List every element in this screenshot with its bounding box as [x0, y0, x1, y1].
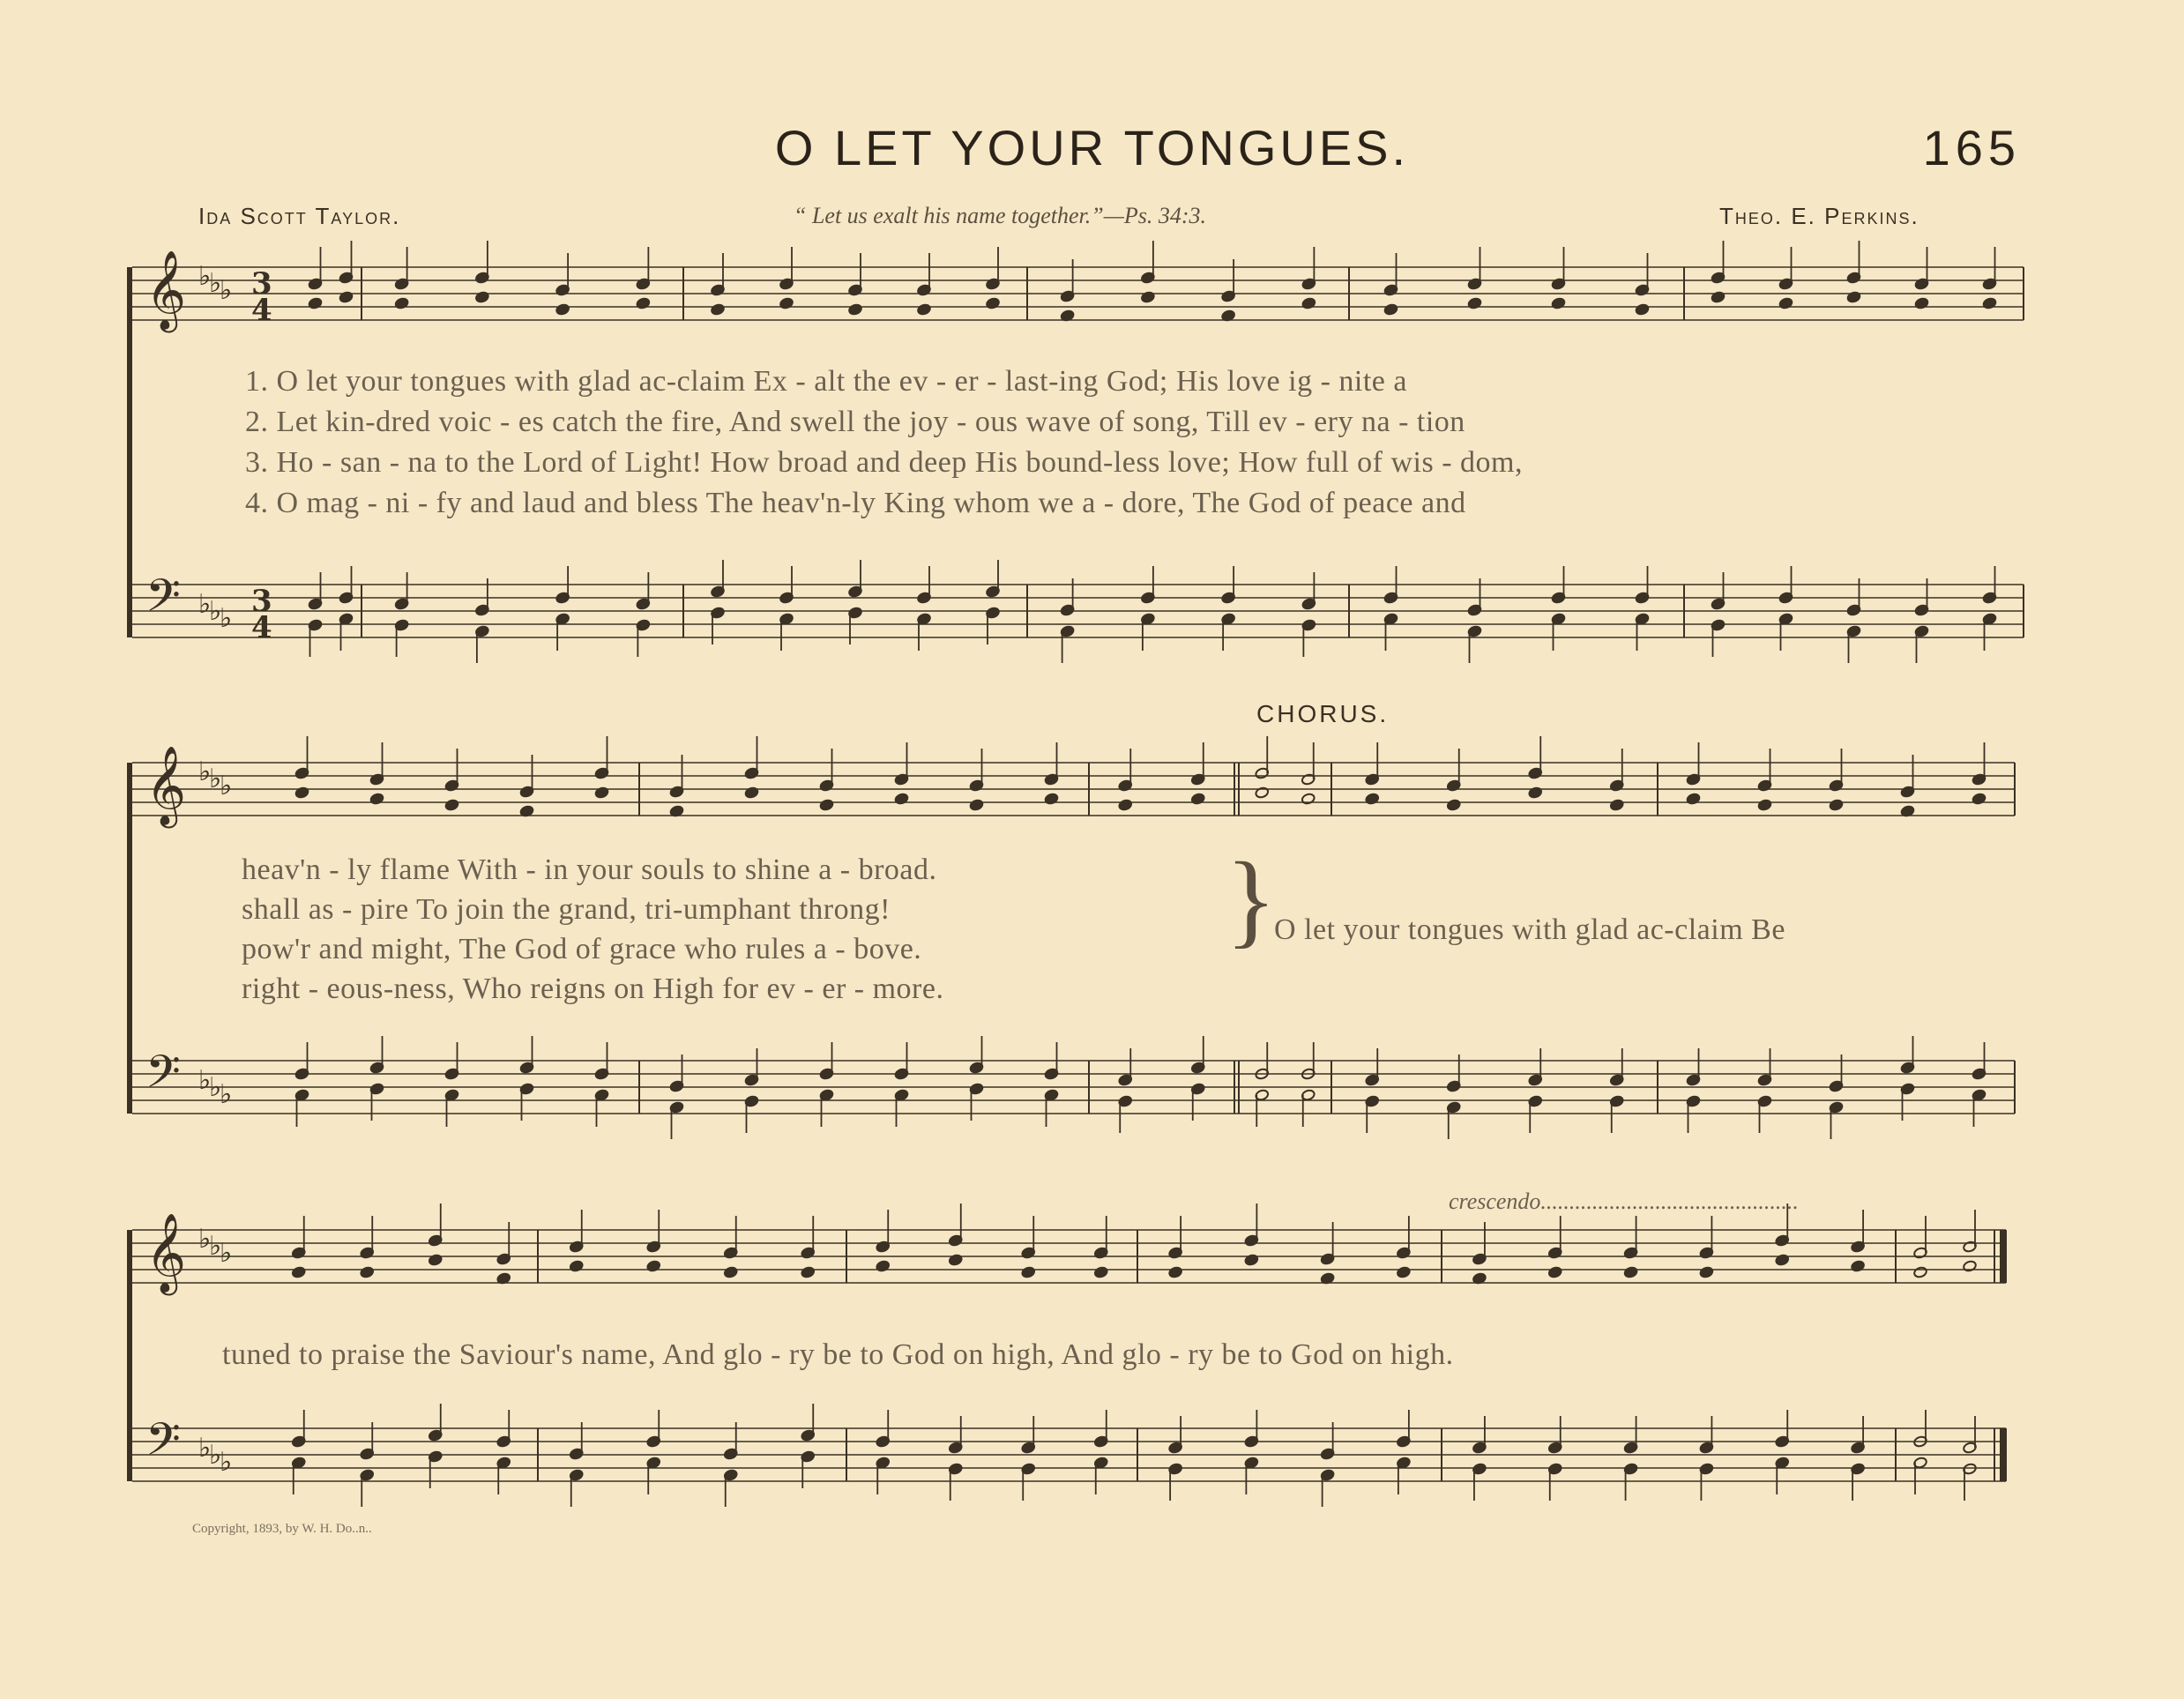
note-head	[1021, 1266, 1036, 1278]
flat-icon: ♭	[209, 1072, 222, 1103]
note-head	[1118, 799, 1133, 811]
note-head	[1982, 297, 1997, 309]
note-head	[1446, 799, 1461, 811]
note-head	[848, 303, 863, 316]
note-head	[339, 291, 354, 303]
system-bracket	[127, 267, 132, 637]
note-head	[1301, 793, 1316, 805]
note-head	[1778, 297, 1793, 309]
flat-icon: ♭	[209, 764, 222, 794]
system1-verse-4: 4. O mag - ni - fy and laud and bless The heav'n-ly King whom we a - dore, The God of peace and	[245, 487, 1466, 519]
note-head	[1851, 1260, 1866, 1272]
flat-icon: ♭	[198, 756, 212, 787]
flat-icon: ♭	[198, 1433, 212, 1464]
note-head	[801, 1266, 816, 1278]
crescendo-marking: crescendo.............................................	[1449, 1189, 1799, 1214]
note-head	[1467, 297, 1482, 309]
note-head	[291, 1266, 306, 1278]
treble-clef-icon: 𝄞	[145, 746, 187, 825]
note-head	[308, 297, 323, 309]
note-head	[1301, 297, 1316, 309]
note-head	[1609, 799, 1624, 811]
note-head	[1551, 297, 1566, 309]
note-head	[1914, 297, 1929, 309]
note-head	[369, 793, 384, 805]
system2-verse-3: pow'r and might, The God of grace who rules a - bove.	[242, 933, 922, 965]
flat-icon: ♭	[209, 268, 222, 299]
note-head	[1686, 793, 1701, 805]
note-head	[294, 786, 309, 799]
flat-icon: ♭	[198, 1065, 212, 1096]
system2-verse-2: shall as - pire To join the grand, tri-umphant throng!	[242, 893, 891, 926]
bass-clef-icon: 𝄢	[145, 569, 181, 633]
flat-icon: ♭	[220, 603, 233, 634]
page-number: 165	[1922, 120, 2021, 175]
flat-icon: ♭	[220, 1238, 233, 1269]
final-barline	[2000, 1230, 2007, 1283]
note-head	[819, 799, 834, 811]
note-head	[1168, 1266, 1183, 1278]
flat-icon: ♭	[198, 589, 212, 620]
flat-icon: ♭	[220, 771, 233, 801]
note-head	[744, 786, 759, 799]
note-head	[1141, 291, 1156, 303]
system2-verse-4: right - eous-ness, Who reigns on High for ev - er - more.	[242, 972, 944, 1005]
chorus-lyric: O let your tongues with glad ac-claim Be	[1274, 913, 1785, 946]
note-head	[394, 297, 409, 309]
note-head	[917, 303, 932, 316]
note-head	[1244, 1254, 1259, 1266]
note-head	[1365, 793, 1380, 805]
verse-brace: }	[1226, 840, 1277, 958]
note-head	[1635, 303, 1650, 316]
note-head	[1829, 799, 1844, 811]
bass-clef-icon: 𝄢	[145, 1412, 181, 1477]
system1-verse-3: 3. Ho - san - na to the Lord of Light! How broad and deep His bound-less love; How full of wis - dom,	[245, 446, 1523, 479]
flat-icon: ♭	[220, 1447, 233, 1478]
treble-clef-icon: 𝄞	[145, 250, 187, 330]
note-head	[711, 303, 726, 316]
flat-icon: ♭	[209, 596, 222, 627]
copyright-notice: Copyright, 1893, by W. H. Do..n..	[192, 1522, 372, 1536]
flat-icon: ♭	[209, 1440, 222, 1471]
lyricist-credit: Ida Scott Taylor.	[198, 203, 401, 229]
note-head	[428, 1254, 443, 1266]
note-head	[1383, 303, 1398, 316]
system1-verse-2: 2. Let kin-dred voic - es catch the fire, And swell the joy - ous wave of song, Till ev - ery na - tion	[245, 406, 1465, 438]
time-signature-digit: 3	[251, 266, 272, 302]
note-head	[948, 1254, 963, 1266]
system-bracket	[127, 763, 132, 1114]
system3-lyric: tuned to praise the Saviour's name, And glo - ry be to God on high, And glo - ry be to God on high.	[222, 1338, 1454, 1371]
note-head	[779, 297, 794, 309]
note-head	[1255, 786, 1270, 799]
note-head	[1547, 1266, 1562, 1278]
note-head	[555, 303, 570, 316]
note-head	[894, 793, 909, 805]
note-head	[1093, 1266, 1108, 1278]
treble-clef-icon: 𝄞	[145, 1213, 187, 1293]
note-head	[1757, 799, 1772, 811]
flat-icon: ♭	[209, 1231, 222, 1262]
note-head	[1963, 1260, 1978, 1272]
system1-verse-1: 1. O let your tongues with glad ac-claim Ex - alt the ev - er - last-ing God; His love ig - nite a	[245, 365, 1407, 398]
note-head	[475, 291, 490, 303]
note-head	[723, 1266, 738, 1278]
chorus-label: CHORUS.	[1256, 700, 1390, 727]
final-barline	[2000, 1428, 2007, 1481]
note-head	[646, 1260, 661, 1272]
note-head	[1190, 793, 1205, 805]
bass-clef-icon: 𝄢	[145, 1045, 181, 1109]
time-signature-digit: 4	[251, 293, 272, 328]
flat-icon: ♭	[220, 275, 233, 306]
system-bracket	[127, 1230, 132, 1481]
page-title: O LET YOUR TONGUES.	[774, 120, 1410, 175]
note-head	[594, 786, 609, 799]
note-head	[1711, 291, 1726, 303]
time-signature-digit: 4	[251, 610, 272, 645]
note-head	[360, 1266, 375, 1278]
composer-credit: Theo. E. Perkins.	[1719, 203, 1919, 229]
note-head	[444, 799, 459, 811]
note-head	[636, 297, 651, 309]
note-head	[876, 1260, 891, 1272]
flat-icon: ♭	[198, 1224, 212, 1255]
flat-icon: ♭	[220, 1079, 233, 1110]
note-head	[1528, 786, 1543, 799]
note-head	[1775, 1254, 1790, 1266]
note-head	[986, 297, 1001, 309]
note-head	[569, 1260, 584, 1272]
note-head	[969, 799, 984, 811]
note-head	[1913, 1266, 1928, 1278]
flat-icon: ♭	[198, 261, 212, 292]
note-head	[1699, 1266, 1714, 1278]
note-head	[1623, 1266, 1638, 1278]
time-signature-digit: 3	[251, 584, 272, 619]
note-head	[1397, 1266, 1412, 1278]
note-head	[1044, 793, 1059, 805]
note-head	[1846, 291, 1861, 303]
epigraph: “ Let us exalt his name together.”—Ps. 34:3.	[794, 203, 1206, 228]
note-head	[1972, 793, 1986, 805]
system2-verse-1: heav'n - ly flame With - in your souls to shine a - broad.	[242, 853, 937, 886]
